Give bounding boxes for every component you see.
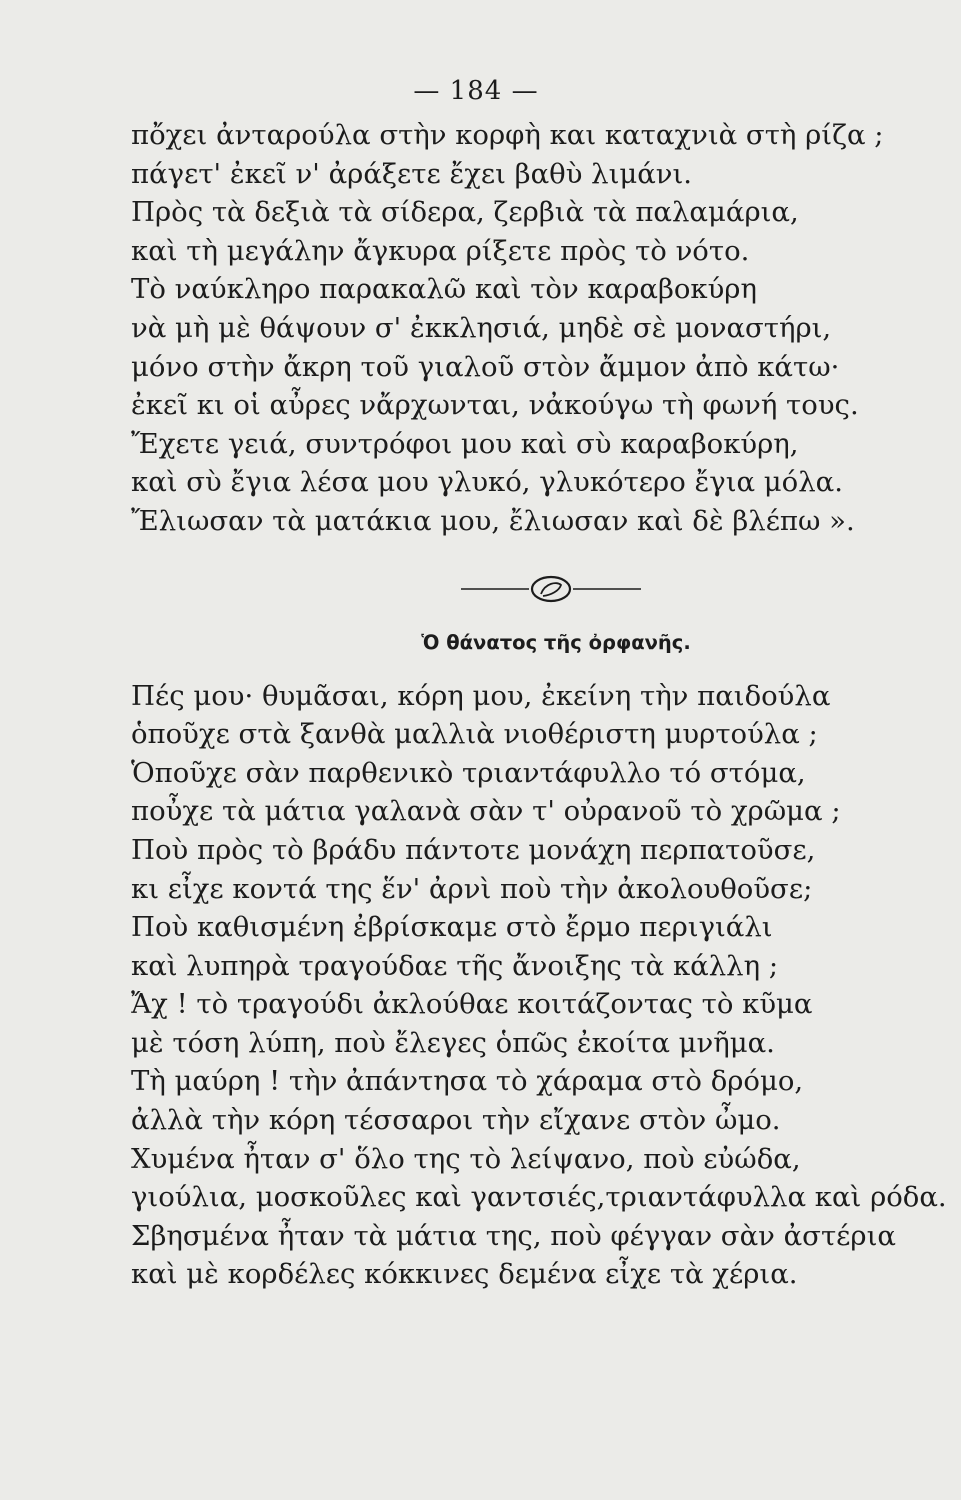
verse-line: ὁποῦχε στὰ ξανθὰ μαλλιὰ νιοθέριστη μυρτούλα ; <box>131 718 818 751</box>
poem-body <box>131 677 947 1295</box>
verse-line: νὰ μὴ μὲ θάψουν σ' ἐκκλησιά, μηδὲ σὲ μοναστήρι, <box>131 311 832 344</box>
verse-line: ἀλλὰ τὴν κόρη τέσσαροι τὴν εἴχανε στὸν ὦμο. <box>131 1104 781 1137</box>
verse-line: ποὖχε τὰ μάτια γαλανὰ σὰν τ' οὐρανοῦ τὸ χρῶμα ; <box>131 795 841 828</box>
verse-line: Τὸ ναύκληρο παρακαλῶ καὶ τὸν καραβοκύρη <box>131 273 757 306</box>
section-divider-ornament <box>461 575 641 603</box>
verse-line: καὶ λυπηρὰ τραγούδαε τῆς ἄνοιξης τὰ κάλλη ; <box>131 949 779 982</box>
verse-line: Χυμένα ἦταν σ' ὅλο της τὸ λείψανο, ποὺ εὐώδα, <box>131 1142 801 1175</box>
verse-line: καὶ σὺ ἔγια λέσα μου γλυκό, γλυκότερο ἔγια μόλα. <box>131 466 843 499</box>
verse-line: γιούλια, μοσκοῦλες καὶ γαντσιές,τριαντάφυλλα καὶ ρόδα. <box>131 1181 947 1214</box>
page-number: — 184 — <box>413 76 539 106</box>
verse-line: Ἄχ ! τὸ τραγούδι ἀκλούθαε κοιτάζοντας τὸ κῦμα <box>131 988 813 1021</box>
verse-line: Ὁποῦχε σὰν παρθενικὸ τριαντάφυλλο τό στόμα, <box>131 756 806 789</box>
poem-title: Ὁ θάνατος τῆς ὀρφανῆς. <box>421 630 691 654</box>
verse-line: Πές μου· θυμᾶσαι, κόρη μου, ἐκείνη τὴν παιδούλα <box>131 679 831 712</box>
verse-line: μὲ τόση λύπη, ποὺ ἔλεγες ὁπῶς ἐκοίτα μνῆμα. <box>131 1026 775 1059</box>
verse-line: Ἔχετε γειά, συντρόφοι μου καὶ σὺ καραβοκύρη, <box>131 427 799 460</box>
verse-line: πὄχει ἀνταρούλα στὴν κορφὴ και καταχνιὰ στὴ ρίζα ; <box>131 119 884 151</box>
verse-line: Σβησμένα ἦταν τὰ μάτια της, ποὺ φέγγαν σὰν ἀστέρια <box>131 1219 896 1252</box>
verse-line: Ποὺ καθισμένη ἐβρίσκαμε στὸ ἔρμο περιγιάλι <box>131 911 773 944</box>
verse-line: Ἔλιωσαν τὰ ματάκια μου, ἔλιωσαν καὶ δὲ βλέπω ». <box>131 504 855 537</box>
verse-line: καὶ μὲ κορδέλες κόκκινες δεμένα εἶχε τὰ χέρια. <box>131 1258 798 1291</box>
verse-line: κι εἶχε κοντά της ἕν' ἀρνὶ ποὺ τὴν ἀκολουθοῦσε; <box>131 872 813 905</box>
verse-line: Τὴ μαύρη ! τὴν ἀπάντησα τὸ χάραμα στὸ δρόμο, <box>131 1065 804 1098</box>
verse-line: Πρὸς τὰ δεξιὰ τὰ σίδερα, ζερβιὰ τὰ παλαμάρια, <box>131 196 799 229</box>
verse-line: ἐκεῖ κι οἱ αὖρες νἄρχωνται, νἀκούγω τὴ φωνή τους. <box>131 389 859 422</box>
verse-line: πάγετ' ἐκεῖ ν' ἀράξετε ἔχει βαθὺ λιμάνι. <box>131 157 693 190</box>
verse-line: καὶ τὴ μεγάλην ἄγκυρα ρίξετε πρὸς τὸ νότο. <box>131 234 750 267</box>
poem-stanza-ending <box>131 116 921 541</box>
verse-line: μόνο στὴν ἄκρη τοῦ γιαλοῦ στὸν ἄμμον ἀπὸ κάτω· <box>131 350 840 383</box>
verse-line: Ποὺ πρὸς τὸ βράδυ πάντοτε μονάχη περπατοῦσε, <box>131 833 816 866</box>
